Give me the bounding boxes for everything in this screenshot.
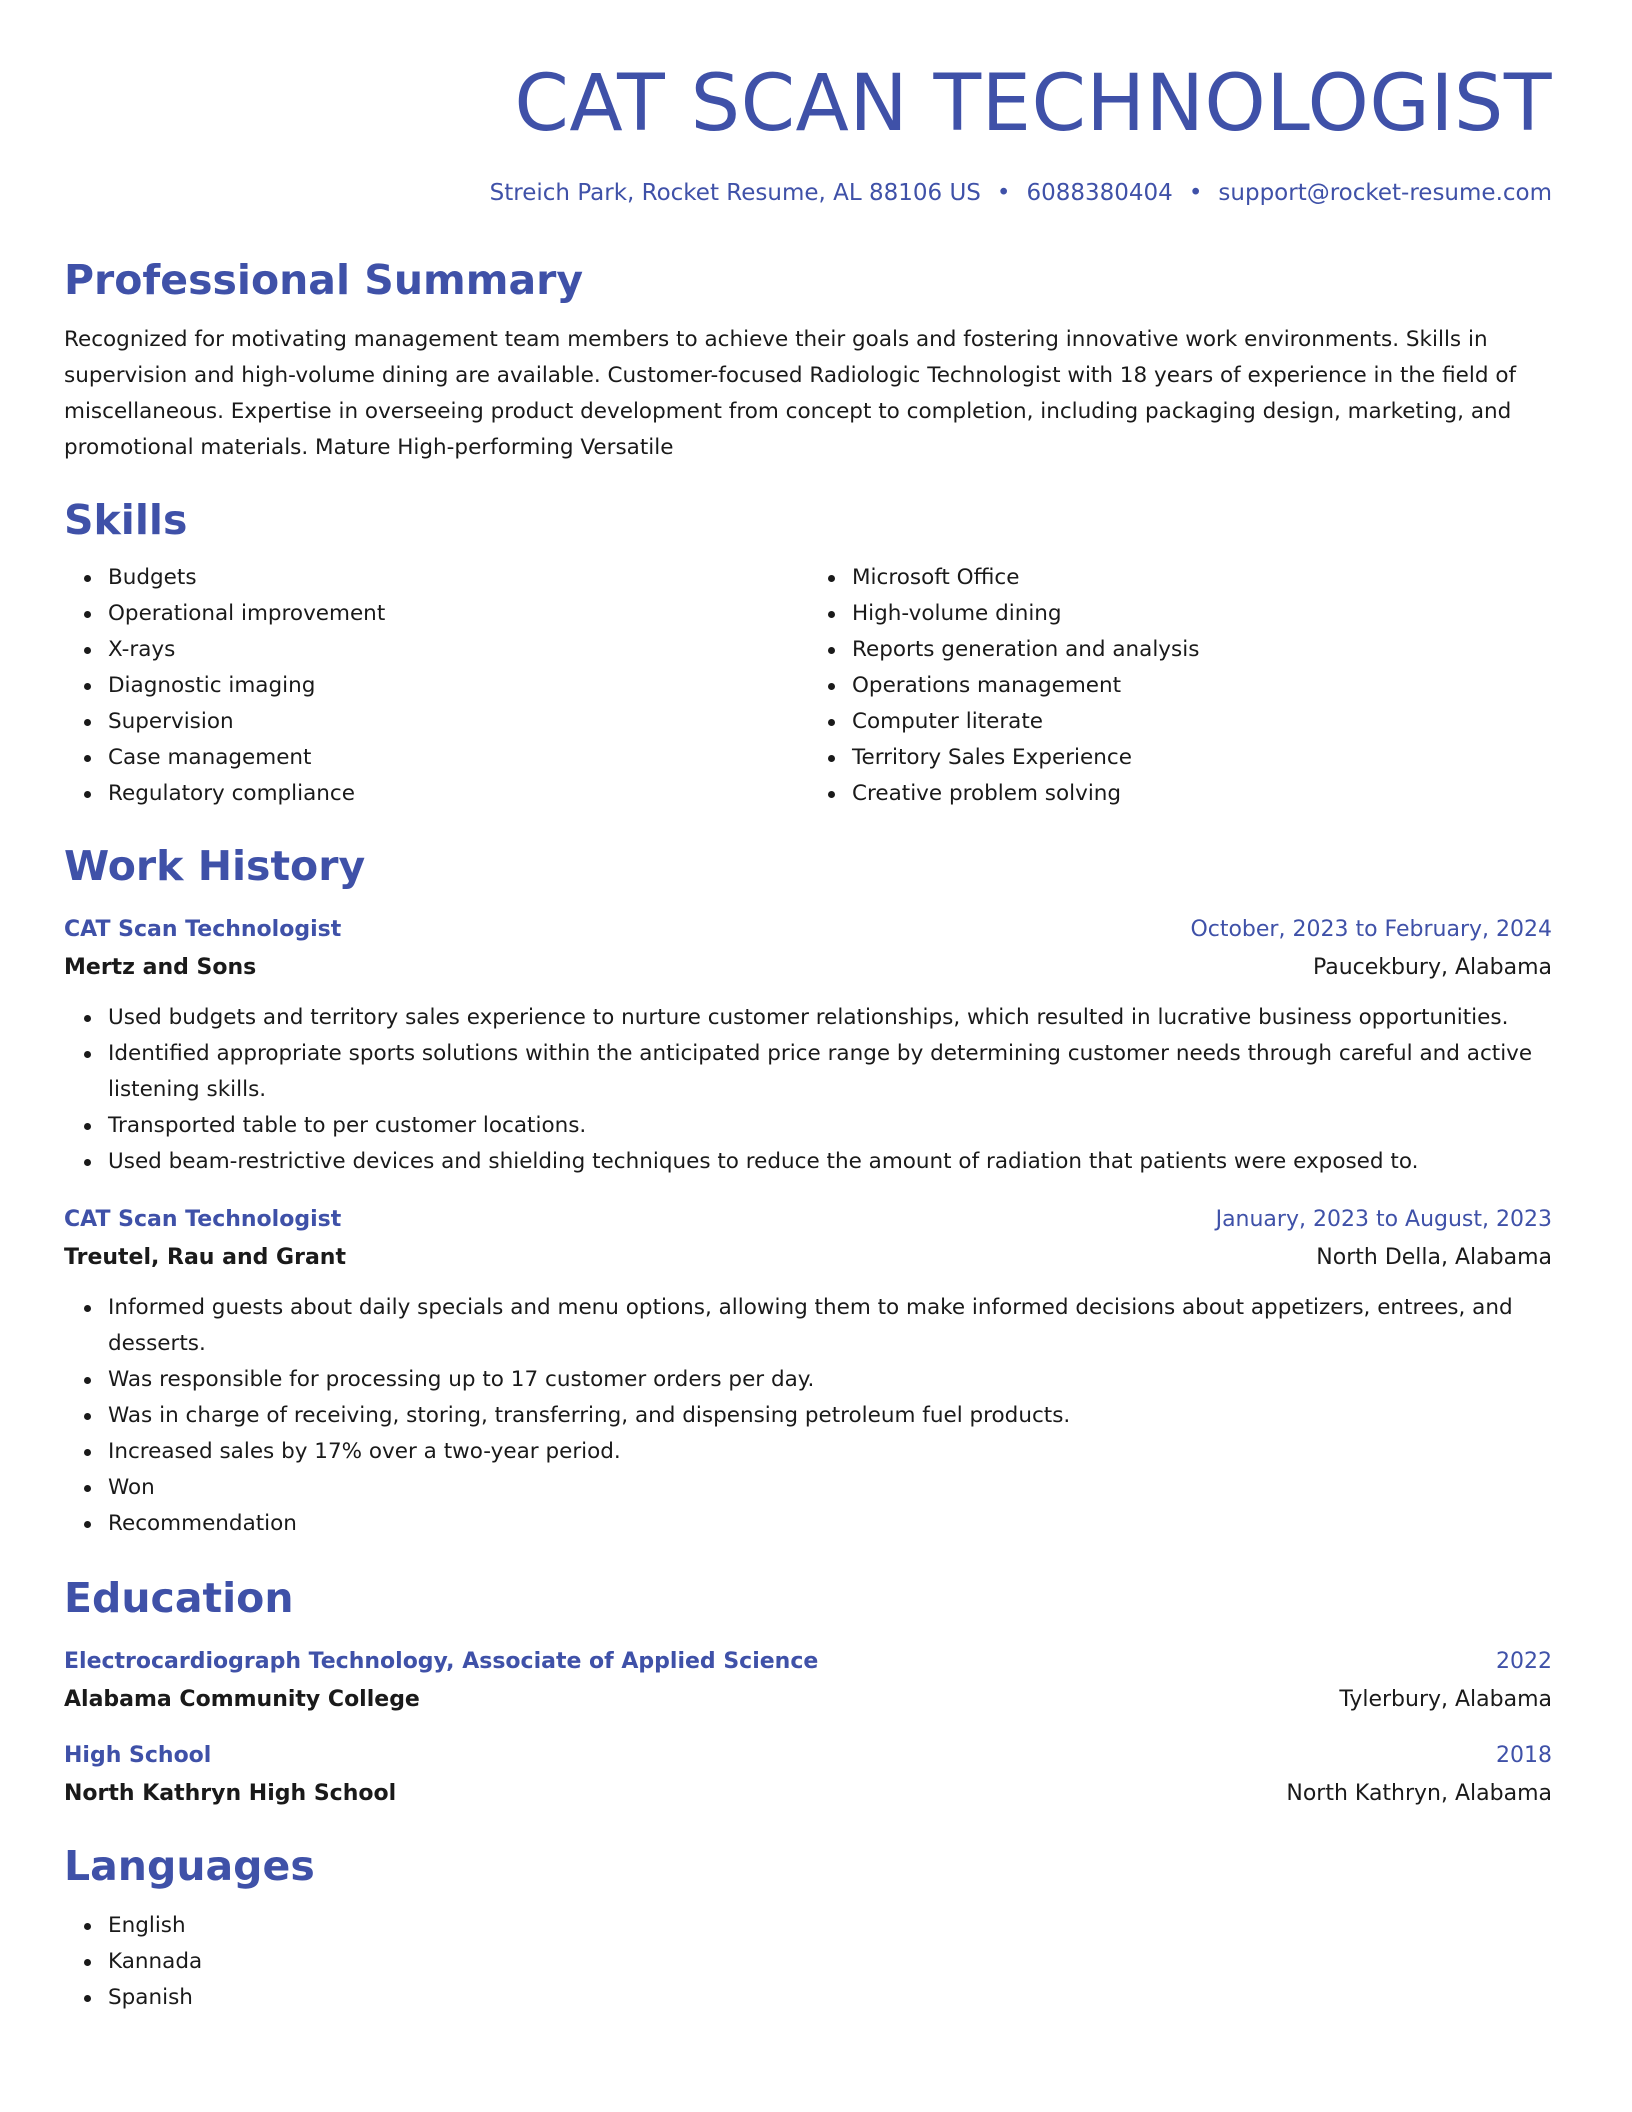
skills-column-left bbox=[64, 560, 808, 812]
education-degree: Electrocardiograph Technology, Associate of Applied Science bbox=[64, 1649, 819, 1674]
skill-item: Reports generation and analysis bbox=[852, 632, 1552, 668]
languages-heading: Languages bbox=[64, 1842, 315, 1890]
job-dates: January, 2023 to August, 2023 bbox=[1215, 1207, 1552, 1232]
summary-heading: Professional Summary bbox=[64, 256, 584, 304]
education-location: North Kathryn, Alabama bbox=[1286, 1781, 1552, 1806]
job-bullet: Recommendation bbox=[108, 1506, 1552, 1542]
job-bullet: Transported table to per customer locations. bbox=[108, 1108, 1552, 1144]
language-item: English bbox=[108, 1908, 1552, 1944]
skill-item: Microsoft Office bbox=[852, 560, 1552, 596]
job-location: North Della, Alabama bbox=[1316, 1245, 1552, 1270]
job-bullet: Used budgets and territory sales experience to nurture customer relationships, which resulted in lucrative business opportunities. bbox=[108, 1000, 1552, 1036]
job-entry bbox=[64, 914, 1552, 1180]
job-entry bbox=[64, 1204, 1552, 1542]
job-title: CAT Scan Technologist bbox=[64, 1207, 342, 1232]
job-company: Treutel, Rau and Grant bbox=[64, 1245, 346, 1270]
job-bullets bbox=[64, 1000, 1552, 1180]
job-bullet: Was in charge of receiving, storing, transferring, and dispensing petroleum fuel products. bbox=[108, 1398, 1552, 1434]
skill-item: Creative problem solving bbox=[852, 776, 1552, 812]
language-item: Spanish bbox=[108, 1980, 1552, 2016]
contact-separator: • bbox=[996, 180, 1011, 206]
languages-list bbox=[64, 1908, 1552, 2016]
job-title: CAT Scan Technologist bbox=[64, 917, 342, 942]
job-company: Mertz and Sons bbox=[64, 955, 257, 980]
skill-item: Case management bbox=[108, 740, 808, 776]
work-history-heading: Work History bbox=[64, 842, 366, 890]
skill-item: High-volume dining bbox=[852, 596, 1552, 632]
education-year: 2022 bbox=[1496, 1649, 1552, 1674]
contact-address: Streich Park, Rocket Resume, AL 88106 US bbox=[489, 180, 981, 206]
contact-line bbox=[64, 178, 1552, 208]
job-bullet: Used beam-restrictive devices and shielding techniques to reduce the amount of radiation that patients were exposed to. bbox=[108, 1144, 1552, 1180]
job-bullet: Increased sales by 17% over a two-year period. bbox=[108, 1434, 1552, 1470]
education-entry bbox=[64, 1740, 1552, 1810]
contact-phone: 6088380404 bbox=[1026, 180, 1173, 206]
summary-text: Recognized for motivating management team members to achieve their goals and fostering innovative work environments. Skills in supervision and high-volume dining are available. Customer-focused Radiologic Technologist with 18 years of experience in the field of miscellaneous. Expertise in overseeing product development from concept to completion, including packaging design, marketing, and promotional materials. Mature High-performing Versatile bbox=[64, 327, 1517, 460]
job-location: Paucekbury, Alabama bbox=[1312, 955, 1552, 980]
job-bullet: Won bbox=[108, 1470, 1552, 1506]
skills-heading: Skills bbox=[64, 496, 188, 544]
education-school: North Kathryn High School bbox=[64, 1781, 397, 1806]
skills-list bbox=[64, 560, 1552, 812]
skill-item: Operations management bbox=[852, 668, 1552, 704]
education-degree: High School bbox=[64, 1743, 212, 1768]
skill-item: X-rays bbox=[108, 632, 808, 668]
job-bullet: Informed guests about daily specials and menu options, allowing them to make informed decisions about appetizers, entrees, and desserts. bbox=[108, 1290, 1552, 1362]
contact-email: support@rocket-resume.com bbox=[1218, 180, 1552, 206]
education-heading: Education bbox=[64, 1574, 294, 1622]
education-school: Alabama Community College bbox=[64, 1687, 420, 1712]
skill-item: Budgets bbox=[108, 560, 808, 596]
education-location: Tylerbury, Alabama bbox=[1339, 1687, 1552, 1712]
skill-item: Supervision bbox=[108, 704, 808, 740]
job-bullet: Was responsible for processing up to 17 customer orders per day. bbox=[108, 1362, 1552, 1398]
skill-item: Territory Sales Experience bbox=[852, 740, 1552, 776]
education-entry bbox=[64, 1646, 1552, 1716]
job-dates: October, 2023 to February, 2024 bbox=[1190, 917, 1552, 942]
skills-column-right bbox=[808, 560, 1552, 812]
skill-item: Diagnostic imaging bbox=[108, 668, 808, 704]
skill-item: Operational improvement bbox=[108, 596, 808, 632]
skill-item: Regulatory compliance bbox=[108, 776, 808, 812]
education-year: 2018 bbox=[1496, 1743, 1552, 1768]
job-bullet: Identified appropriate sports solutions within the anticipated price range by determining customer needs through careful and active listening skills. bbox=[108, 1036, 1552, 1108]
contact-separator: • bbox=[1188, 180, 1203, 206]
language-item: Kannada bbox=[108, 1944, 1552, 1980]
job-bullets bbox=[64, 1290, 1552, 1542]
skill-item: Computer literate bbox=[852, 704, 1552, 740]
candidate-name: CAT SCAN TECHNOLOGIST bbox=[514, 59, 1552, 149]
